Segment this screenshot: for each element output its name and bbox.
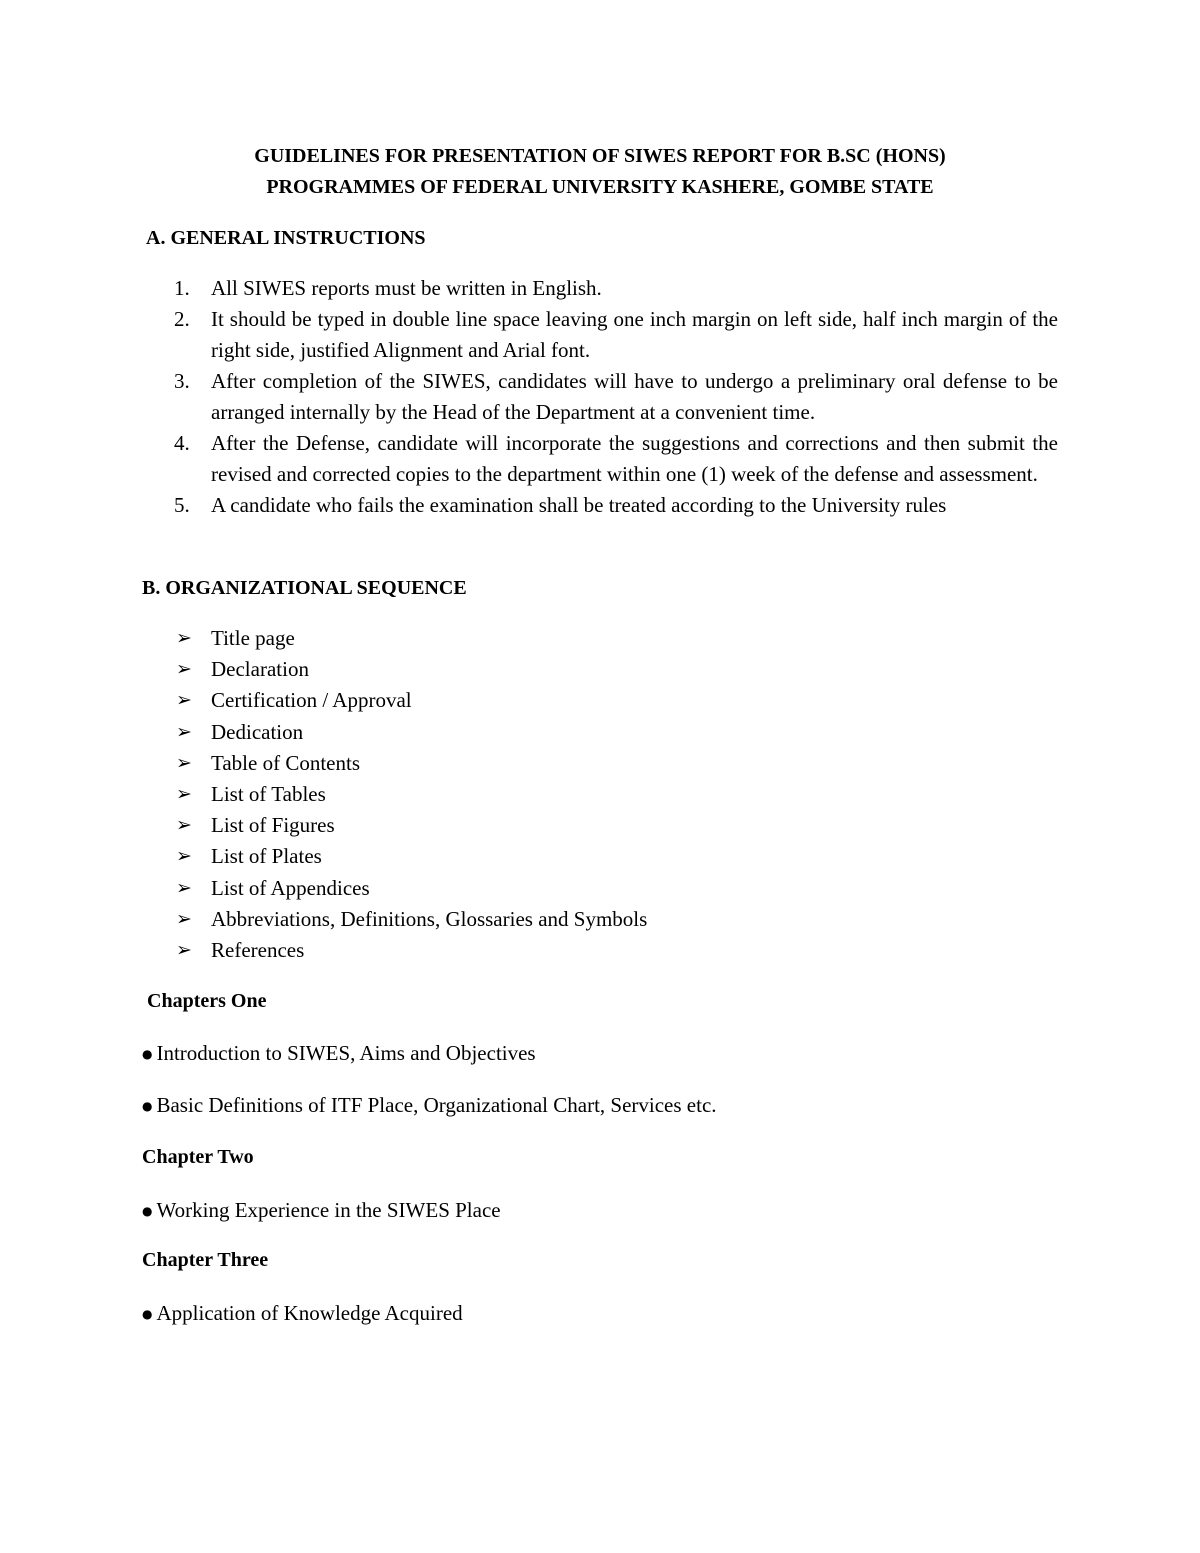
arrow-bullet-icon: ➢ bbox=[176, 845, 192, 868]
arrow-bullet-icon: ➢ bbox=[176, 783, 192, 806]
list-item bbox=[176, 904, 647, 935]
list-item-text: Dedication bbox=[211, 719, 304, 744]
document-title-line-1: GUIDELINES FOR PRESENTATION OF SIWES REPORT FOR B.SC (HONS) bbox=[254, 145, 946, 167]
document-title-line-2: PROGRAMMES OF FEDERAL UNIVERSITY KASHERE, GOMBE STATE bbox=[266, 176, 934, 198]
round-bullet-icon: ● bbox=[142, 1099, 153, 1113]
list-number: 5. bbox=[174, 493, 190, 517]
list-item bbox=[142, 490, 1058, 521]
chapter-three-item bbox=[142, 1299, 463, 1330]
list-item-text: Abbreviations, Definitions, Glossaries and Symbols bbox=[211, 906, 648, 931]
round-bullet-icon: ● bbox=[142, 1047, 153, 1061]
list-number: 3. bbox=[174, 369, 190, 393]
chapter-item-text: Application of Knowledge Acquired bbox=[156, 1301, 463, 1325]
list-item-text: It should be typed in double line space leaving one inch margin on left side, half inch margin of the right side, justified Alignment and Arial font. bbox=[211, 307, 1058, 362]
list-item bbox=[176, 654, 647, 685]
chapter-one-item bbox=[142, 1039, 536, 1070]
list-item bbox=[142, 366, 1058, 428]
list-item-text: After the Defense, candidate will incorporate the suggestions and corrections and then submit the revised and corrected copies to the department within one (1) week of the defense and assessment. bbox=[211, 431, 1058, 486]
list-item-text: Certification / Approval bbox=[211, 688, 412, 713]
list-item bbox=[176, 685, 647, 716]
list-number: 1. bbox=[174, 276, 190, 300]
arrow-bullet-icon: ➢ bbox=[176, 627, 192, 649]
organizational-sequence-list bbox=[176, 623, 647, 966]
list-item bbox=[176, 873, 647, 904]
chapter-item-text: Basic Definitions of ITF Place, Organizational Chart, Services etc. bbox=[156, 1093, 717, 1117]
list-item-text: List of Tables bbox=[211, 782, 326, 807]
list-item bbox=[176, 623, 647, 654]
list-item bbox=[176, 935, 647, 966]
arrow-bullet-icon: ➢ bbox=[176, 939, 192, 962]
chapter-two-item bbox=[142, 1196, 501, 1227]
list-item bbox=[142, 304, 1058, 366]
chapter-two-heading: Chapter Two bbox=[142, 1146, 254, 1168]
chapter-item-text: Introduction to SIWES, Aims and Objectives bbox=[156, 1041, 536, 1065]
list-item bbox=[176, 779, 647, 810]
list-item bbox=[142, 428, 1058, 490]
round-bullet-icon: ● bbox=[142, 1307, 153, 1321]
arrow-bullet-icon: ➢ bbox=[176, 751, 192, 774]
list-item-text: List of Figures bbox=[211, 813, 335, 838]
list-number: 2. bbox=[174, 307, 190, 331]
list-item bbox=[176, 717, 647, 748]
arrow-bullet-icon: ➢ bbox=[176, 658, 192, 681]
list-item bbox=[176, 841, 647, 872]
list-number: 4. bbox=[174, 431, 190, 455]
section-a-heading: A. GENERAL INSTRUCTIONS bbox=[146, 227, 426, 249]
list-item bbox=[176, 810, 647, 841]
list-item bbox=[142, 273, 1058, 304]
general-instructions-list bbox=[142, 273, 1058, 521]
arrow-bullet-icon: ➢ bbox=[176, 720, 192, 743]
section-b-heading: B. ORGANIZATIONAL SEQUENCE bbox=[142, 577, 467, 599]
list-item-text: Title page bbox=[211, 626, 295, 650]
list-item-text: A candidate who fails the examination shall be treated according to the University rules bbox=[211, 493, 947, 517]
round-bullet-icon: ● bbox=[142, 1204, 153, 1218]
chapter-one-item bbox=[142, 1091, 717, 1122]
list-item-text: List of Appendices bbox=[211, 875, 370, 900]
list-item-text: All SIWES reports must be written in English. bbox=[211, 276, 602, 300]
list-item bbox=[176, 748, 647, 779]
arrow-bullet-icon: ➢ bbox=[176, 814, 192, 837]
arrow-bullet-icon: ➢ bbox=[176, 907, 192, 930]
list-item-text: References bbox=[211, 938, 305, 963]
arrow-bullet-icon: ➢ bbox=[176, 876, 192, 899]
arrow-bullet-icon: ➢ bbox=[176, 689, 192, 712]
chapter-three-heading: Chapter Three bbox=[142, 1249, 269, 1271]
list-item-text: After completion of the SIWES, candidates will have to undergo a preliminary oral defense to be arranged internally by the Head of the Department at a convenient time. bbox=[211, 369, 1058, 424]
chapter-one-heading: Chapters One bbox=[147, 990, 267, 1012]
chapter-item-text: Working Experience in the SIWES Place bbox=[156, 1198, 501, 1222]
list-item-text: Declaration bbox=[211, 657, 309, 682]
list-item-text: List of Plates bbox=[211, 844, 322, 869]
list-item-text: Table of Contents bbox=[211, 750, 360, 775]
